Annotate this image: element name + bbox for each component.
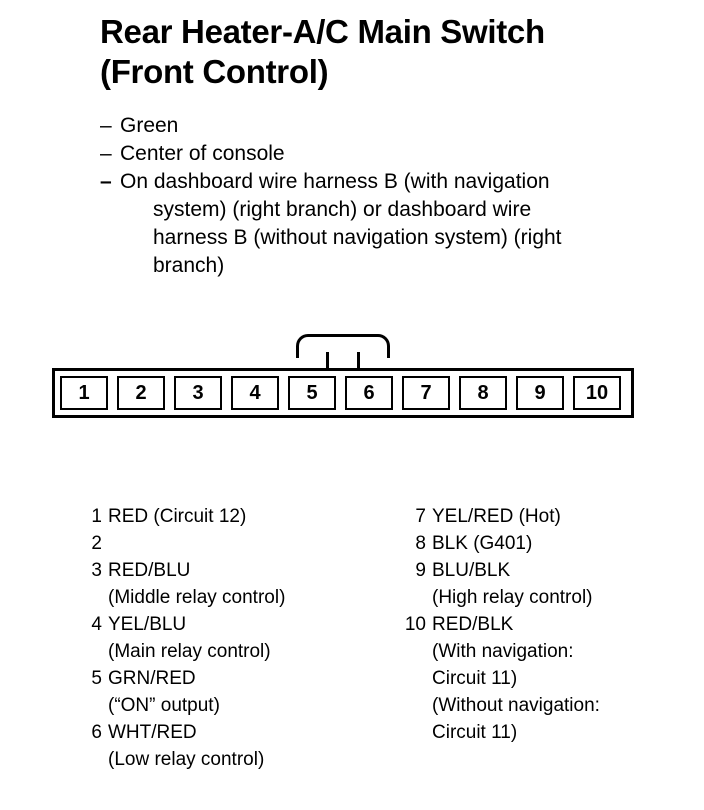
desc-text: Center of console: [120, 142, 285, 165]
wire-function: (Low relay control): [108, 749, 265, 770]
diagram-title: [100, 12, 690, 92]
connector-pin: 4: [231, 376, 279, 410]
desc-text: On dashboard wire harness B (with navigation: [120, 170, 550, 193]
pinout-item: [74, 665, 384, 719]
wire-color: RED (Circuit 12): [108, 506, 247, 527]
desc-location: [100, 140, 690, 168]
dash: –: [100, 114, 112, 137]
pin-number: 1: [91, 506, 102, 527]
connector-description: [100, 112, 690, 280]
dash: –: [100, 170, 112, 193]
pin-number: 2: [91, 533, 102, 554]
pinout-item: [74, 557, 384, 611]
pin-number: 4: [91, 614, 102, 635]
wire-color: RED/BLK: [432, 614, 514, 635]
pinout-item: [74, 503, 384, 530]
connector-pin: 10: [573, 376, 621, 410]
pinout-item: [74, 530, 384, 557]
dash: –: [100, 142, 112, 165]
wire-function: Circuit 11): [432, 722, 518, 743]
title-line-2: (Front Control): [100, 53, 329, 90]
pin-number: 3: [91, 560, 102, 581]
pinout-item: [396, 503, 686, 530]
pinout-item: [74, 719, 384, 773]
wire-color: YEL/BLU: [108, 614, 187, 635]
connector-pin: 6: [345, 376, 393, 410]
wire-function: (Without navigation:: [432, 695, 600, 716]
wire-color: RED/BLU: [108, 560, 191, 581]
desc-continuation: system) (right branch) or dashboard wire: [153, 198, 532, 221]
wire-function: (“ON” output): [108, 695, 220, 716]
wire-color: WHT/RED: [108, 722, 197, 743]
wire-function: Circuit 11): [432, 668, 518, 689]
wire-color: GRN/RED: [108, 668, 196, 689]
pin-number: 9: [415, 560, 426, 581]
pinout-item: [396, 611, 686, 746]
connector-pin: 3: [174, 376, 222, 410]
wire-color: YEL/RED (Hot): [432, 506, 561, 527]
pin-number: 7: [415, 506, 426, 527]
pinout-list-left: [74, 503, 384, 773]
desc-harness: [100, 168, 690, 196]
desc-continuation: harness B (without navigation system) (right: [153, 226, 562, 249]
title-line-1: Rear Heater-A/C Main Switch: [100, 13, 545, 50]
pinout-item: [74, 611, 384, 665]
connector-pin: 2: [117, 376, 165, 410]
desc-continuation: branch): [153, 254, 225, 277]
connector-pin: 8: [459, 376, 507, 410]
wire-color: BLU/BLK: [432, 560, 511, 581]
wire-function: (Middle relay control): [108, 587, 286, 608]
wire-function: (With navigation:: [432, 641, 574, 662]
wire-color: BLK (G401): [432, 533, 533, 554]
pinout-list-right: [396, 503, 686, 746]
pin-number: 8: [415, 533, 426, 554]
connector-pin: 1: [60, 376, 108, 410]
wire-function: (Main relay control): [108, 641, 271, 662]
connector-pin: 7: [402, 376, 450, 410]
pinout-item: [396, 557, 686, 611]
pinout-item: [396, 530, 686, 557]
pin-number: 10: [404, 614, 426, 635]
wire-function: (High relay control): [432, 587, 593, 608]
desc-color: [100, 112, 690, 140]
pin-number: 6: [91, 722, 102, 743]
pin-number: 5: [91, 668, 102, 689]
connector-pin: 9: [516, 376, 564, 410]
connector-pin: 5: [288, 376, 336, 410]
desc-text: Green: [120, 114, 179, 137]
